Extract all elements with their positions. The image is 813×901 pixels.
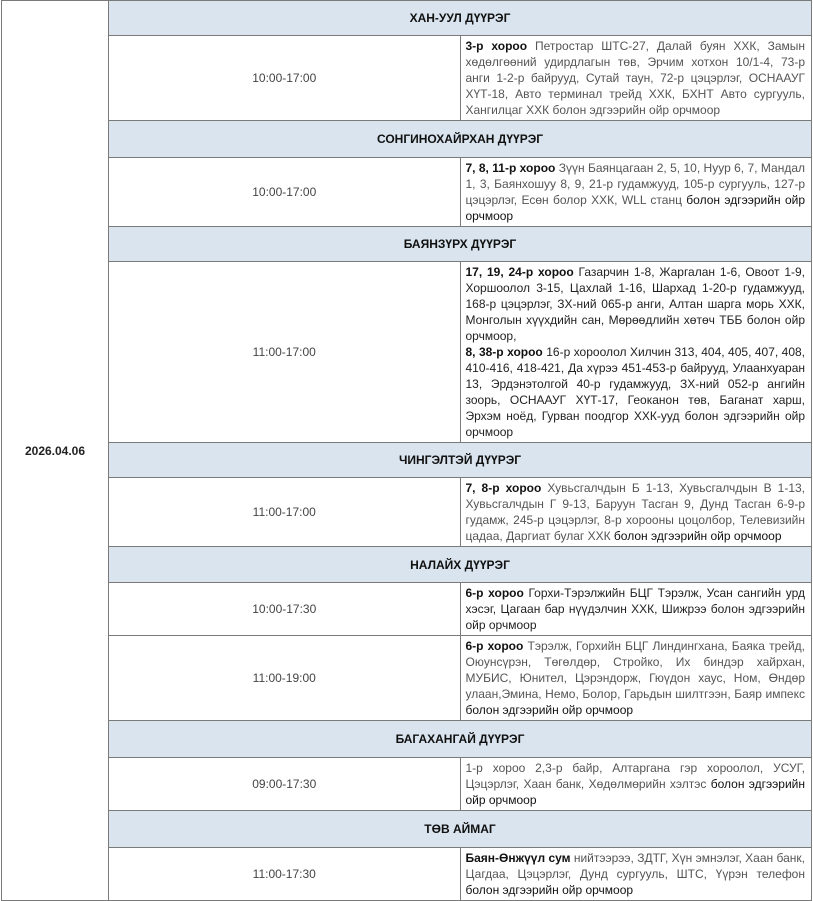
area-text: Петростар ШТС-27, Далай буян ХХК, Замын хөдөлгөөний удирдлагын төв, Эрчим хотхон 10/1-4, 73-р анги 1-2-р байрууд, Сутай таун, 72-р цэцэрлэг, ОСНААУГ ХҮТ-18, Авто терминал трейд ХХК, БХНТ Авто сургууль, Хангилцаг ХХК болон эдгээрийн ойр орчмоор — [465, 39, 805, 117]
area-description — [460, 478, 812, 547]
table-row — [2, 583, 812, 636]
area-text: Горхи-Тэрэлжийн БЦГ Тэрэлж, Усан сангийн урд хэсэг, Цагаан бар нүүдэлчин ХХК, Шижрээ болон эдгээрийн ойр орчмоор — [465, 586, 806, 632]
area-suffix: болон эдгээрийн ойр орчмоор — [465, 193, 805, 223]
table-row — [2, 636, 812, 721]
time-cell: 09:00-17:30 — [109, 758, 461, 811]
time-cell: 11:00-17:30 — [109, 848, 461, 901]
date-cell: 2026.04.06 — [2, 1, 109, 901]
khoroo-label: 3-р хороо — [465, 39, 528, 53]
area-text: Хувьсгалчдын Б 1-13, Хувьсгалчдын В 1-13, Хувьсгалчдын Г 9-13, Баруун Тасган 9, Дунд Тасган 6-9-р гудамж, 245-р цэцэрлэг, 8-р хорооны цоцолбор, Телевизийн цадаа, Даргиат булаг ХХК — [465, 481, 805, 543]
area-suffix: болон эдгээрийн ойр орчмоор — [610, 529, 782, 543]
section-heading-row — [2, 721, 812, 758]
khoroo-label: 7, 8-р хороо — [465, 481, 542, 495]
district-heading: НАЛАЙХ ДҮҮРЭГ — [109, 547, 812, 583]
time-cell: 11:00-17:00 — [109, 262, 461, 443]
outage-schedule-table — [1, 0, 812, 901]
area-text: 1-р хороо 2,3-р байр, Алтаргана гэр хороолол, УСУГ, Цэцэрлэг, Хаан банк, Хөдөлмөрийн хэлтэс — [465, 761, 805, 791]
khoroo-label: 7, 8, 11-р хороо — [465, 161, 556, 175]
area-text: Газарчин 1-8, Жаргалан 1-6, Овоот 1-9, Хоршоолол 3-15, Цахлай 1-16, Шархад 1-20-р гудамжууд, 168-р цэцэрлэг, ЗХ-ний 065-р анги, Алтан шарга морь ХХК, Монголын хүүхдийн сан, Мөрөөдлийн хөтөч ТББ болон ойр орчмоор, — [465, 265, 806, 343]
section-heading-row — [2, 227, 812, 262]
area-description — [460, 583, 812, 636]
time-cell: 11:00-19:00 — [109, 636, 461, 721]
area-suffix: болон эдгээрийн ойр орчмоор — [465, 777, 805, 807]
area-suffix: болон эдгээрийн ойр орчмоор — [465, 883, 634, 897]
area-text: нийтээрээ, ЗДТГ, Хүн эмнэлэг, Хаан банк, Цагдаа, Цэцэрлэг, Дунд сургууль, ШТС, Үүрэн телефон — [465, 851, 805, 881]
table-row — [2, 758, 812, 811]
time-cell: 10:00-17:00 — [109, 36, 461, 121]
section-heading-row — [2, 443, 812, 478]
time-cell: 10:00-17:00 — [109, 158, 461, 227]
section-heading-row — [2, 811, 812, 848]
khoroo-label: 6-р хороо — [465, 639, 524, 653]
area-text: 16-р хороолол Хилчин 313, 404, 405, 407, 408, 410-416, 418-421, Да хүрээ 451-453-р байрууд, Улаанхуаран 13, Эрдэнэтолгой 40-р гудамжууд, ЗХ-ний 052-р ангийн зоорь, ОСНААУГ ХҮТ-17, Геоканон төв, Баганат харш, Эрхэм ноёд, Гурван поодгор ХХК-ууд болон эдгээрийн ойр орчмоор — [465, 345, 806, 439]
district-heading: СОНГИНОХАЙРХАН ДҮҮРЭГ — [109, 121, 812, 158]
section-heading-row — [2, 121, 812, 158]
district-heading: БАГАХАНГАЙ ДҮҮРЭГ — [109, 721, 812, 758]
district-heading: ЧИНГЭЛТЭЙ ДҮҮРЭГ — [109, 443, 812, 478]
table-row — [2, 848, 812, 901]
area-description — [460, 848, 812, 901]
table-row — [2, 158, 812, 227]
khoroo-label: 6-р хороо — [465, 586, 524, 600]
area-description — [460, 158, 812, 227]
khoroo-label: Баян-Өнжүүл сум — [465, 851, 571, 865]
district-heading: ТӨВ АЙМАГ — [109, 811, 812, 848]
time-cell: 11:00-17:00 — [109, 478, 461, 547]
area-text: Зүүн Баянцагаан 2, 5, 10, Нуур 6, 7, Мандал 1, 3, Баянхошуу 8, 9, 21-р гудамжууд, 105-р сургууль, 127-р цэцэрлэг, Есөн болор ХХК, WLL станц — [465, 161, 806, 207]
table-row — [2, 262, 812, 443]
area-suffix: болон эдгээрийн ойр орчмоор — [465, 703, 634, 717]
district-heading: БАЯНЗҮРХ ДҮҮРЭГ — [109, 227, 812, 262]
district-heading: ХАН-УУЛ ДҮҮРЭГ — [109, 1, 812, 36]
area-description — [460, 262, 812, 443]
area-description — [460, 36, 812, 121]
area-description — [460, 636, 812, 721]
area-text: Тэрэлж, Горхийн БЦГ Линдингхана, Баяка трейд, Оюунсүрэн, Төгөлдөр, Стройко, Их биндэр хайрхан, МУБИС, Юнител, Цэрэндорж, Гюүдон хаус, Ном, Өндөр улаан,Эмина, Немо, Болор, Гарьдын шилтгээн, Баяр импекс — [465, 639, 806, 701]
khoroo-label: 17, 19, 24-р хороо — [465, 265, 574, 279]
table-row — [2, 478, 812, 547]
section-heading-row — [2, 547, 812, 583]
section-heading-row — [2, 1, 812, 36]
area-description — [460, 758, 812, 811]
table-row — [2, 36, 812, 121]
time-cell: 10:00-17:30 — [109, 583, 461, 636]
khoroo-label: 8, 38-р хороо — [465, 345, 543, 359]
